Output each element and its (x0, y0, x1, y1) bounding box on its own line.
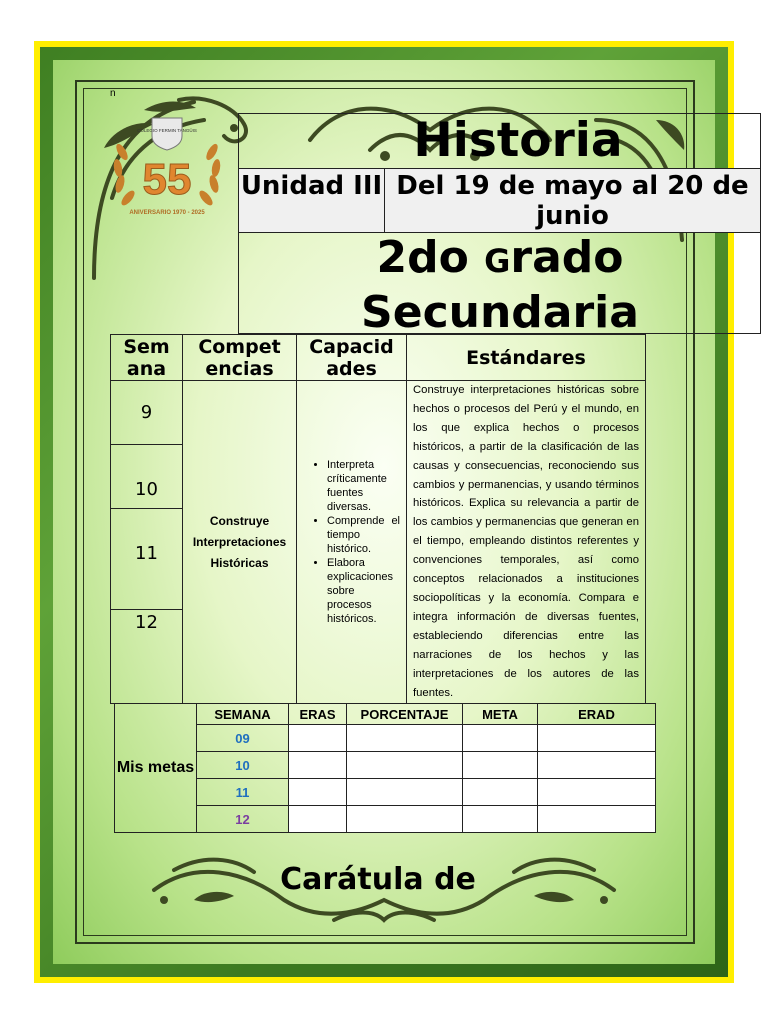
week-cell: 9 (111, 381, 183, 445)
goals-cell[interactable] (347, 806, 463, 833)
cover-caption: Carátula de (280, 862, 476, 897)
unit-label: Unidad III (238, 168, 385, 233)
logo-crest-text: COLEGIO FERMIN TANGÜIS (137, 128, 197, 133)
goals-cell[interactable] (289, 752, 347, 779)
goals-header: PORCENTAJE (347, 704, 463, 725)
goals-header: ERAS (289, 704, 347, 725)
goals-label: Mis metas (115, 704, 197, 833)
planning-table (110, 334, 646, 704)
goals-table (114, 703, 656, 833)
level-label: Secundaria (361, 287, 639, 338)
capacidad-item: • Comprende el tiempo histórico. (327, 514, 400, 556)
goals-cell[interactable] (347, 752, 463, 779)
logo-number: 55 (142, 155, 192, 204)
goals-cell[interactable] (463, 752, 538, 779)
grade-initial: G (484, 242, 511, 280)
goals-header: META (463, 704, 538, 725)
goals-cell[interactable] (538, 725, 656, 752)
goals-week: 10 (197, 752, 289, 779)
estandares-cell: Construye interpretaciones históricas sobre hechos o procesos del Perú y el mundo, en los que explica hechos o procesos históricos, a partir de la clasificación de las causas y consecuencias, reconociendo sus cambios y permanencias, y usando términos históricos. Explica su relevancia a partir de los cambios y permanencias que generan en el tiempo, empleando distintos referentes y convenciones temporales, así como conceptos relacionados a instituciones sociopolíticas y la economía. Compara e integra información de diversas fuentes, estableciendo diferencias entre las narraciones de los hechos y las interpretaciones de los autores de las fuentes. (407, 381, 646, 704)
goals-cell[interactable] (289, 779, 347, 806)
header-semana: Sem ana (111, 335, 183, 381)
capacidades-cell (297, 381, 407, 704)
goals-cell[interactable] (463, 806, 538, 833)
header-competencias: Compet encias (183, 335, 297, 381)
goals-week: 09 (197, 725, 289, 752)
header-capacidades: Capacid ades (297, 335, 407, 381)
goals-cell[interactable] (289, 806, 347, 833)
goals-cell[interactable] (538, 779, 656, 806)
goals-cell[interactable] (538, 806, 656, 833)
goals-cell[interactable] (347, 725, 463, 752)
stray-letter: n (110, 88, 116, 99)
goals-cell[interactable] (538, 752, 656, 779)
logo-caption: ANIVERSARIO 1970 - 2025 (129, 210, 205, 216)
goals-week: 12 (197, 806, 289, 833)
week-cell: 11 (111, 509, 183, 610)
week-cell: 12 (111, 610, 183, 704)
grade-heading (330, 232, 670, 339)
anniversary-logo (108, 112, 226, 224)
week-cell: 10 (111, 445, 183, 509)
goals-week: 11 (197, 779, 289, 806)
capacidad-item: • Elabora explicaciones sobre procesos históricos. (327, 556, 400, 626)
goals-cell[interactable] (463, 779, 538, 806)
goals-header: ERAD (538, 704, 656, 725)
competencia-cell: Construye Interpretaciones Históricas (183, 381, 297, 704)
goals-cell[interactable] (347, 779, 463, 806)
course-title: Historia (413, 113, 623, 168)
grade-word: rado (510, 232, 624, 283)
goals-header: SEMANA (197, 704, 289, 725)
date-range: Del 19 de mayo al 20 de junio (384, 168, 761, 233)
grade-number: 2do (376, 232, 485, 283)
capacidad-item: • Interpreta críticamente fuentes diversas. (327, 458, 400, 514)
goals-cell[interactable] (289, 725, 347, 752)
header-estandares: Estándares (407, 335, 646, 381)
goals-cell[interactable] (463, 725, 538, 752)
